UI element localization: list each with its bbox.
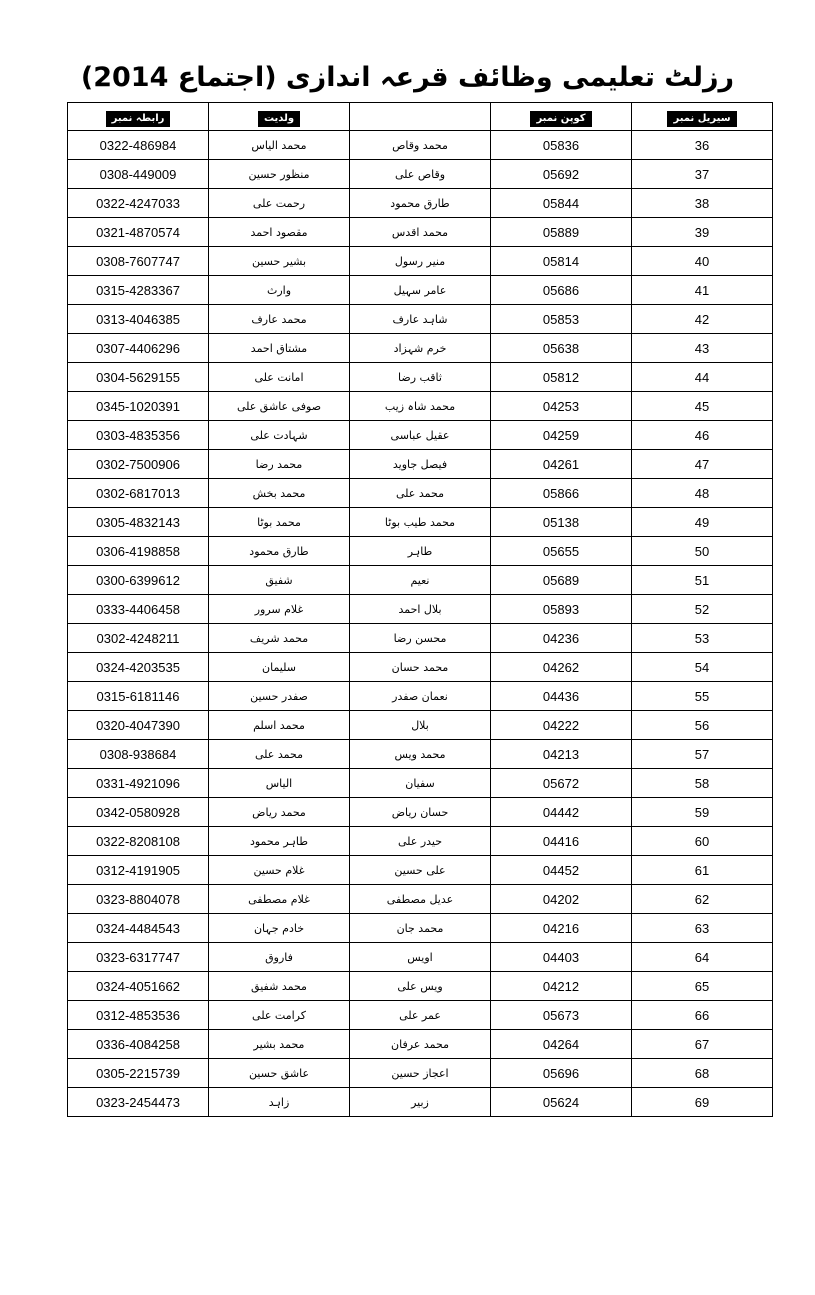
cell-serial: 49 xyxy=(632,508,773,537)
cell-coupon: 04261 xyxy=(491,450,632,479)
cell-contact: 0302-7500906 xyxy=(68,450,209,479)
cell-contact: 0323-6317747 xyxy=(68,943,209,972)
cell-coupon: 05138 xyxy=(491,508,632,537)
cell-father-name: محمد رضا xyxy=(209,450,350,479)
cell-serial: 58 xyxy=(632,769,773,798)
cell-father-name: محمد اسلم xyxy=(209,711,350,740)
cell-name: زبیر xyxy=(350,1088,491,1117)
cell-father-name: محمد شریف xyxy=(209,624,350,653)
cell-father-name: کرامت علی xyxy=(209,1001,350,1030)
cell-coupon: 05853 xyxy=(491,305,632,334)
table-row xyxy=(68,856,773,885)
cell-serial: 45 xyxy=(632,392,773,421)
cell-serial: 60 xyxy=(632,827,773,856)
header-serial xyxy=(632,103,773,131)
cell-coupon: 05696 xyxy=(491,1059,632,1088)
table-row xyxy=(68,885,773,914)
cell-serial: 37 xyxy=(632,160,773,189)
cell-name: فیصل جاوید xyxy=(350,450,491,479)
cell-serial: 56 xyxy=(632,711,773,740)
cell-contact: 0305-2215739 xyxy=(68,1059,209,1088)
cell-name: عقیل عباسی xyxy=(350,421,491,450)
cell-name: عامر سہیل xyxy=(350,276,491,305)
table-row xyxy=(68,160,773,189)
cell-coupon: 04262 xyxy=(491,653,632,682)
table-row xyxy=(68,363,773,392)
cell-father-name: شفیق xyxy=(209,566,350,595)
table-row xyxy=(68,653,773,682)
cell-father-name: وارث xyxy=(209,276,350,305)
table-row xyxy=(68,798,773,827)
cell-serial: 61 xyxy=(632,856,773,885)
cell-serial: 64 xyxy=(632,943,773,972)
cell-contact: 0300-6399612 xyxy=(68,566,209,595)
cell-serial: 63 xyxy=(632,914,773,943)
cell-serial: 43 xyxy=(632,334,773,363)
cell-name: خرم شہزاد xyxy=(350,334,491,363)
cell-father-name: محمد بشیر xyxy=(209,1030,350,1059)
header-coupon-label: کوپن نمبر xyxy=(530,111,591,127)
table-row xyxy=(68,508,773,537)
cell-serial: 67 xyxy=(632,1030,773,1059)
table-row xyxy=(68,1059,773,1088)
table-row xyxy=(68,189,773,218)
cell-contact: 0308-449009 xyxy=(68,160,209,189)
cell-serial: 44 xyxy=(632,363,773,392)
cell-serial: 47 xyxy=(632,450,773,479)
cell-serial: 39 xyxy=(632,218,773,247)
cell-contact: 0331-4921096 xyxy=(68,769,209,798)
cell-contact: 0306-4198858 xyxy=(68,537,209,566)
cell-contact: 0342-0580928 xyxy=(68,798,209,827)
cell-father-name: محمد ریاض xyxy=(209,798,350,827)
cell-name: ویس علی xyxy=(350,972,491,1001)
cell-coupon: 05893 xyxy=(491,595,632,624)
cell-serial: 50 xyxy=(632,537,773,566)
cell-contact: 0312-4191905 xyxy=(68,856,209,885)
cell-contact: 0304-5629155 xyxy=(68,363,209,392)
cell-contact: 0324-4051662 xyxy=(68,972,209,1001)
cell-father-name: محمد علی xyxy=(209,740,350,769)
cell-serial: 38 xyxy=(632,189,773,218)
cell-serial: 53 xyxy=(632,624,773,653)
table-row xyxy=(68,305,773,334)
cell-serial: 48 xyxy=(632,479,773,508)
cell-coupon: 05866 xyxy=(491,479,632,508)
cell-contact: 0313-4046385 xyxy=(68,305,209,334)
cell-serial: 55 xyxy=(632,682,773,711)
cell-coupon: 05624 xyxy=(491,1088,632,1117)
cell-contact: 0322-486984 xyxy=(68,131,209,160)
cell-coupon: 05673 xyxy=(491,1001,632,1030)
cell-coupon: 05686 xyxy=(491,276,632,305)
cell-coupon: 04212 xyxy=(491,972,632,1001)
cell-coupon: 04253 xyxy=(491,392,632,421)
cell-name: بلال xyxy=(350,711,491,740)
cell-name: علی حسین xyxy=(350,856,491,885)
cell-name: عمر علی xyxy=(350,1001,491,1030)
table-row xyxy=(68,1030,773,1059)
cell-name: سفیان xyxy=(350,769,491,798)
table-row xyxy=(68,421,773,450)
cell-coupon: 05814 xyxy=(491,247,632,276)
table-row xyxy=(68,711,773,740)
cell-name: محمد طیب بوٹا xyxy=(350,508,491,537)
table-row xyxy=(68,827,773,856)
table-row xyxy=(68,943,773,972)
cell-father-name: امانت علی xyxy=(209,363,350,392)
cell-serial: 41 xyxy=(632,276,773,305)
cell-contact: 0315-6181146 xyxy=(68,682,209,711)
header-row xyxy=(68,103,773,131)
cell-father-name: الیاس xyxy=(209,769,350,798)
cell-contact: 0303-4835356 xyxy=(68,421,209,450)
table-row xyxy=(68,479,773,508)
cell-serial: 59 xyxy=(632,798,773,827)
cell-contact: 0312-4853536 xyxy=(68,1001,209,1030)
table-row xyxy=(68,972,773,1001)
cell-father-name: غلام سرور xyxy=(209,595,350,624)
cell-father-name: شہادت علی xyxy=(209,421,350,450)
cell-contact: 0333-4406458 xyxy=(68,595,209,624)
table-header xyxy=(68,103,773,131)
table-row xyxy=(68,392,773,421)
cell-father-name: طارق محمود xyxy=(209,537,350,566)
cell-father-name: سلیمان xyxy=(209,653,350,682)
cell-father-name: غلام حسین xyxy=(209,856,350,885)
cell-name: محسن رضا xyxy=(350,624,491,653)
page-title: رزلٹ تعلیمی وظائف قرعہ اندازی (اجتماع 2014) xyxy=(80,62,735,93)
cell-father-name: زاہد xyxy=(209,1088,350,1117)
cell-coupon: 05655 xyxy=(491,537,632,566)
table-row xyxy=(68,682,773,711)
header-contact-label: رابطہ نمبر xyxy=(106,111,171,127)
cell-father-name: غلام مصطفی xyxy=(209,885,350,914)
cell-coupon: 04436 xyxy=(491,682,632,711)
cell-contact: 0336-4084258 xyxy=(68,1030,209,1059)
cell-serial: 57 xyxy=(632,740,773,769)
cell-contact: 0305-4832143 xyxy=(68,508,209,537)
table-row xyxy=(68,276,773,305)
cell-father-name: محمد الیاس xyxy=(209,131,350,160)
cell-name: محمد جان xyxy=(350,914,491,943)
cell-contact: 0321-4870574 xyxy=(68,218,209,247)
table-row xyxy=(68,1088,773,1117)
cell-contact: 0322-4247033 xyxy=(68,189,209,218)
table-row xyxy=(68,566,773,595)
cell-serial: 40 xyxy=(632,247,773,276)
cell-serial: 68 xyxy=(632,1059,773,1088)
cell-coupon: 05692 xyxy=(491,160,632,189)
cell-coupon: 04452 xyxy=(491,856,632,885)
cell-contact: 0324-4484543 xyxy=(68,914,209,943)
cell-contact: 0320-4047390 xyxy=(68,711,209,740)
table-body xyxy=(68,131,773,1117)
cell-coupon: 05844 xyxy=(491,189,632,218)
cell-serial: 42 xyxy=(632,305,773,334)
cell-serial: 69 xyxy=(632,1088,773,1117)
cell-father-name: رحمت علی xyxy=(209,189,350,218)
header-name xyxy=(350,103,491,131)
cell-coupon: 04202 xyxy=(491,885,632,914)
cell-coupon: 04236 xyxy=(491,624,632,653)
cell-name: بلال احمد xyxy=(350,595,491,624)
cell-name: طاہر xyxy=(350,537,491,566)
cell-coupon: 05689 xyxy=(491,566,632,595)
table-row xyxy=(68,914,773,943)
cell-serial: 51 xyxy=(632,566,773,595)
cell-coupon: 04442 xyxy=(491,798,632,827)
table-row xyxy=(68,247,773,276)
cell-name: شاہد عارف xyxy=(350,305,491,334)
cell-contact: 0308-7607747 xyxy=(68,247,209,276)
cell-father-name: عاشق حسین xyxy=(209,1059,350,1088)
cell-father-name: محمد شفیق xyxy=(209,972,350,1001)
table-row xyxy=(68,740,773,769)
cell-serial: 66 xyxy=(632,1001,773,1030)
table-row xyxy=(68,218,773,247)
cell-coupon: 04403 xyxy=(491,943,632,972)
cell-father-name: محمد بخش xyxy=(209,479,350,508)
cell-name: نعمان صفدر xyxy=(350,682,491,711)
cell-serial: 46 xyxy=(632,421,773,450)
cell-name: اعجاز حسین xyxy=(350,1059,491,1088)
cell-coupon: 05672 xyxy=(491,769,632,798)
cell-coupon: 04264 xyxy=(491,1030,632,1059)
cell-serial: 65 xyxy=(632,972,773,1001)
cell-father-name: صفدر حسین xyxy=(209,682,350,711)
cell-contact: 0322-8208108 xyxy=(68,827,209,856)
table-row xyxy=(68,334,773,363)
cell-coupon: 04213 xyxy=(491,740,632,769)
table-row xyxy=(68,450,773,479)
table-row xyxy=(68,537,773,566)
cell-name: محمد اقدس xyxy=(350,218,491,247)
cell-father-name: محمد عارف xyxy=(209,305,350,334)
cell-name: طارق محمود xyxy=(350,189,491,218)
cell-coupon: 04416 xyxy=(491,827,632,856)
cell-contact: 0315-4283367 xyxy=(68,276,209,305)
table-row xyxy=(68,769,773,798)
cell-name: وقاص علی xyxy=(350,160,491,189)
table-row xyxy=(68,131,773,160)
cell-coupon: 05836 xyxy=(491,131,632,160)
cell-coupon: 04222 xyxy=(491,711,632,740)
cell-serial: 54 xyxy=(632,653,773,682)
cell-father-name: مشتاق احمد xyxy=(209,334,350,363)
cell-name: اویس xyxy=(350,943,491,972)
cell-contact: 0302-6817013 xyxy=(68,479,209,508)
cell-name: محمد ویس xyxy=(350,740,491,769)
cell-father-name: خادم جہان xyxy=(209,914,350,943)
cell-father-name: مقصود احمد xyxy=(209,218,350,247)
cell-contact: 0307-4406296 xyxy=(68,334,209,363)
cell-coupon: 05889 xyxy=(491,218,632,247)
cell-serial: 62 xyxy=(632,885,773,914)
cell-coupon: 04216 xyxy=(491,914,632,943)
cell-name: محمد شاہ زیب xyxy=(350,392,491,421)
cell-name: محمد وقاص xyxy=(350,131,491,160)
cell-father-name: منظور حسین xyxy=(209,160,350,189)
results-table xyxy=(67,102,773,1117)
cell-serial: 52 xyxy=(632,595,773,624)
cell-father-name: صوفی عاشق علی xyxy=(209,392,350,421)
cell-father-name: طاہر محمود xyxy=(209,827,350,856)
cell-contact: 0308-938684 xyxy=(68,740,209,769)
header-coupon xyxy=(491,103,632,131)
header-father-name xyxy=(209,103,350,131)
cell-father-name: محمد بوٹا xyxy=(209,508,350,537)
table-row xyxy=(68,624,773,653)
cell-name: حیدر علی xyxy=(350,827,491,856)
cell-name: ثاقب رضا xyxy=(350,363,491,392)
cell-name: محمد علی xyxy=(350,479,491,508)
table-row xyxy=(68,595,773,624)
cell-coupon: 04259 xyxy=(491,421,632,450)
cell-contact: 0323-2454473 xyxy=(68,1088,209,1117)
cell-coupon: 05638 xyxy=(491,334,632,363)
cell-name: محمد حسان xyxy=(350,653,491,682)
cell-name: حسان ریاض xyxy=(350,798,491,827)
cell-father-name: فاروق xyxy=(209,943,350,972)
cell-name: نعیم xyxy=(350,566,491,595)
header-contact xyxy=(68,103,209,131)
cell-contact: 0345-1020391 xyxy=(68,392,209,421)
cell-name: عدیل مصطفی xyxy=(350,885,491,914)
cell-contact: 0323-8804078 xyxy=(68,885,209,914)
cell-contact: 0302-4248211 xyxy=(68,624,209,653)
cell-coupon: 05812 xyxy=(491,363,632,392)
cell-name: منیر رسول xyxy=(350,247,491,276)
table-row xyxy=(68,1001,773,1030)
cell-serial: 36 xyxy=(632,131,773,160)
cell-father-name: بشیر حسین xyxy=(209,247,350,276)
header-father-label: ولدیت xyxy=(258,111,300,127)
header-serial-label: سیریل نمبر xyxy=(667,111,736,127)
cell-contact: 0324-4203535 xyxy=(68,653,209,682)
cell-name: محمد عرفان xyxy=(350,1030,491,1059)
